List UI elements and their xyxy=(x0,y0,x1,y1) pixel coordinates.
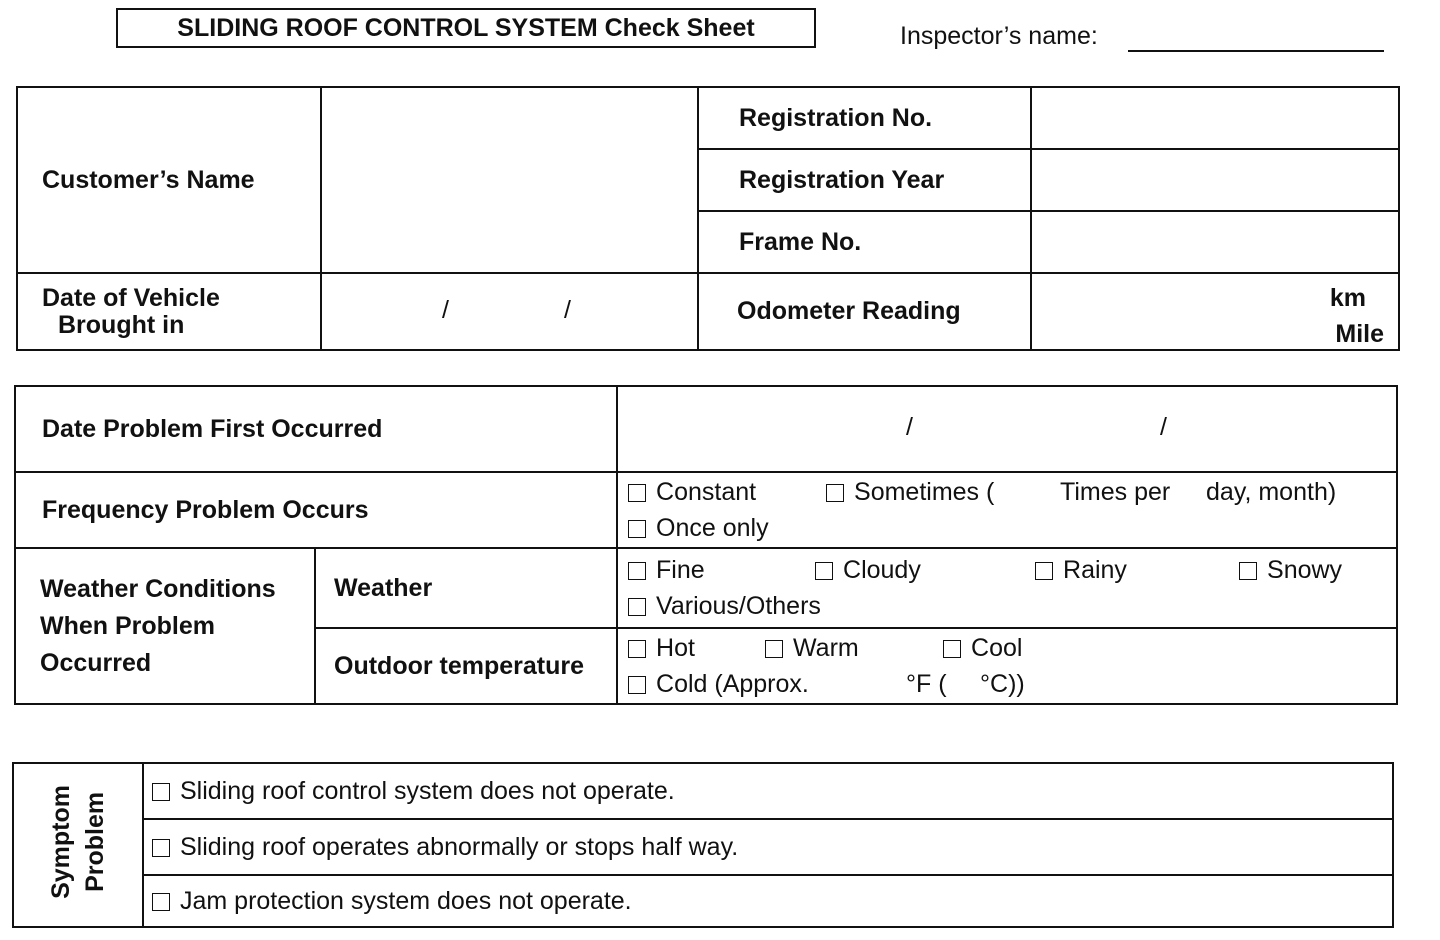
checkbox-icon[interactable] xyxy=(1239,562,1257,580)
temp-cool-text: Cool xyxy=(971,634,1023,662)
symptom-item-text: Sliding roof operates abnormally or stops half way. xyxy=(180,832,739,861)
checkbox-icon[interactable] xyxy=(943,640,961,658)
frame-no-label: Frame No. xyxy=(698,211,1031,273)
weather-conditions-line3: Occurred xyxy=(40,648,152,677)
freq-once-option[interactable] xyxy=(628,510,769,546)
frequency-options xyxy=(617,472,1397,548)
weather-options xyxy=(617,548,1397,628)
odometer-unit-km: km xyxy=(1329,284,1366,312)
date-separator: / xyxy=(564,296,571,324)
checkbox-icon[interactable] xyxy=(628,562,646,580)
weather-rainy-text: Rainy xyxy=(1063,556,1127,584)
temp-f-text: °F ( xyxy=(906,670,947,698)
freq-sometimes-text: Sometimes ( xyxy=(854,478,995,506)
symptom-item[interactable] xyxy=(143,763,1393,819)
date-separator: / xyxy=(1160,413,1167,441)
checkbox-icon[interactable] xyxy=(628,640,646,658)
checkbox-icon[interactable] xyxy=(815,562,833,580)
checkbox-icon[interactable] xyxy=(152,893,170,911)
checkbox-icon[interactable] xyxy=(765,640,783,658)
inspector-name-field[interactable] xyxy=(1128,50,1384,52)
weather-conditions-label xyxy=(15,548,315,704)
temperature-options xyxy=(617,628,1397,704)
checkbox-icon[interactable] xyxy=(628,520,646,538)
date-first-occurred-label: Date Problem First Occurred xyxy=(15,386,617,472)
temp-warm-option[interactable] xyxy=(765,630,943,666)
registration-no-field[interactable] xyxy=(1031,87,1399,149)
checkbox-icon[interactable] xyxy=(826,484,844,502)
symptom-item-text: Jam protection system does not operate. xyxy=(180,886,632,915)
date-brought-in-label-line1: Date of Vehicle xyxy=(42,283,220,312)
problem-conditions-table xyxy=(14,385,1398,705)
symptom-item[interactable] xyxy=(143,875,1393,927)
date-separator: / xyxy=(906,413,913,441)
weather-snowy-text: Snowy xyxy=(1267,556,1343,584)
date-brought-in-label-line2: Brought in xyxy=(58,310,185,339)
temp-warm-text: Warm xyxy=(793,634,859,662)
outdoor-temperature-label: Outdoor temperature xyxy=(315,628,617,704)
temp-hot-text: Hot xyxy=(656,634,695,662)
frequency-label: Frequency Problem Occurs xyxy=(15,472,617,548)
weather-various-text: Various/Others xyxy=(656,592,821,620)
date-separator: / xyxy=(442,296,449,324)
registration-no-label: Registration No. xyxy=(698,87,1031,149)
freq-sometimes-option[interactable] xyxy=(826,474,1060,510)
temp-cool-option[interactable] xyxy=(943,630,1022,666)
temp-c-text: °C)) xyxy=(980,670,1025,698)
weather-fine-text: Fine xyxy=(656,556,705,584)
weather-label: Weather xyxy=(315,548,617,628)
weather-conditions-line1: Weather Conditions xyxy=(40,574,276,603)
weather-various-option[interactable] xyxy=(628,588,821,624)
freq-constant-text: Constant xyxy=(656,478,757,506)
symptom-item-text: Sliding roof control system does not operate. xyxy=(180,776,675,805)
sheet-title: SLIDING ROOF CONTROL SYSTEM Check Sheet xyxy=(116,8,816,48)
weather-conditions-line2: When Problem xyxy=(40,611,216,640)
registration-year-field[interactable] xyxy=(1031,149,1399,211)
vehicle-info-table xyxy=(16,86,1400,351)
weather-snowy-option[interactable] xyxy=(1239,552,1342,588)
weather-rainy-option[interactable] xyxy=(1035,552,1239,588)
checkbox-icon[interactable] xyxy=(628,484,646,502)
checkbox-icon[interactable] xyxy=(152,783,170,801)
temp-hot-option[interactable] xyxy=(628,630,765,666)
checkbox-icon[interactable] xyxy=(628,676,646,694)
odometer-label: Odometer Reading xyxy=(698,273,1031,350)
problem-symptom-label xyxy=(13,763,143,927)
checkbox-icon[interactable] xyxy=(1035,562,1053,580)
checkbox-icon[interactable] xyxy=(152,839,170,857)
customer-name-label: Customer’s Name xyxy=(17,87,321,273)
weather-fine-option[interactable] xyxy=(628,552,815,588)
date-first-occurred-field[interactable] xyxy=(617,386,1397,472)
date-brought-in-field[interactable] xyxy=(321,273,698,350)
weather-cloudy-option[interactable] xyxy=(815,552,1035,588)
customer-name-field[interactable] xyxy=(321,87,698,273)
odometer-unit-mile: Mile xyxy=(1335,320,1384,348)
date-brought-in-label xyxy=(17,273,321,350)
freq-constant-option[interactable] xyxy=(628,474,826,510)
temp-cold-text: Cold (Approx. xyxy=(656,670,809,698)
problem-symptom-line1: Problem xyxy=(81,791,109,892)
freq-day-month-text: day, month) xyxy=(1206,478,1337,506)
checkbox-icon[interactable] xyxy=(628,598,646,616)
temp-cold-option[interactable] xyxy=(628,666,906,702)
problem-symptom-table xyxy=(12,762,1394,928)
symptom-item[interactable] xyxy=(143,819,1393,875)
freq-once-text: Once only xyxy=(656,514,769,542)
freq-times-per-text: Times per xyxy=(1060,478,1171,506)
registration-year-label: Registration Year xyxy=(698,149,1031,211)
odometer-field[interactable] xyxy=(1031,273,1399,350)
problem-symptom-line2: Symptom xyxy=(47,784,75,899)
frame-no-field[interactable] xyxy=(1031,211,1399,273)
inspector-label: Inspector’s name: xyxy=(900,22,1098,50)
weather-cloudy-text: Cloudy xyxy=(843,556,921,584)
